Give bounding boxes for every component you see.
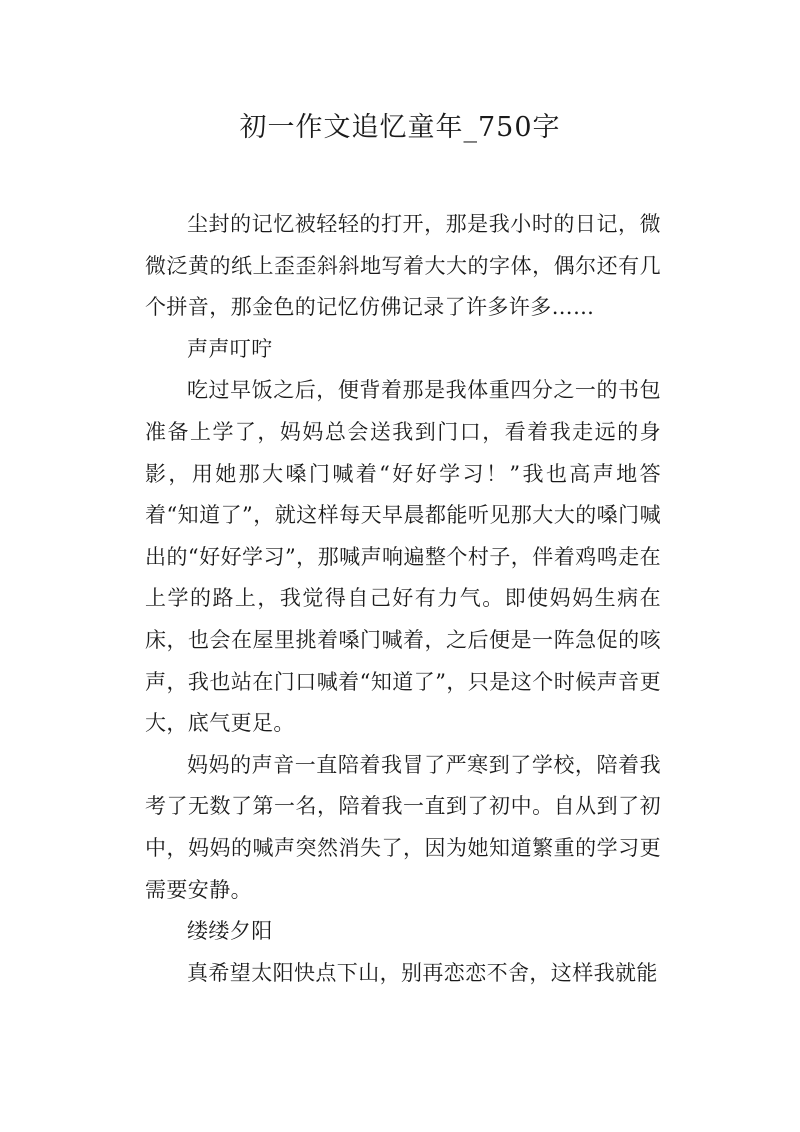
paragraph-middle-school: 妈妈的声音一直陪着我冒了严寒到了学校，陪着我考了无数了第一名，陪着我一直到了初中。自从到了初中，妈妈的喊声突然消失了，因为她知道繁重的学习更需要安静。 [145, 752, 661, 902]
document-body [145, 204, 661, 994]
paragraph-intro: 尘封的记忆被轻轻的打开，那是我小时的日记，微微泛黄的纸上歪歪斜斜地写着大大的字体，偶尔还有几个拼音，那金色的记忆仿佛记录了许多许多…… [145, 212, 661, 320]
document-title: 初一作文追忆童年_750字 [239, 112, 561, 143]
section-heading-2: 缕缕夕阳 [187, 919, 273, 944]
section-heading-1: 声声叮咛 [187, 336, 273, 361]
paragraph-morning: 吃过早饭之后，便背着那是我体重四分之一的书包准备上学了，妈妈总会送我到门口，看着我走远的身影，用她那大嗓门喊着“好好学习！”我也高声地答着“知道了”，就这样每天早晨都能听见那大大的嗓门喊出的“好好学习”，那喊声响遍整个村子，伴着鸡鸣走在上学的路上，我觉得自己好有力气。即使妈妈生病在床，也会在屋里挑着嗓门喊着，之后便是一阵急促的咳声，我也站在门口喊着“知道了”，只是这个时候声音更大，底气更足。 [145, 378, 661, 736]
paragraph-sunset: 真希望太阳快点下山，别再恋恋不舍，这样我就能 [187, 960, 658, 985]
